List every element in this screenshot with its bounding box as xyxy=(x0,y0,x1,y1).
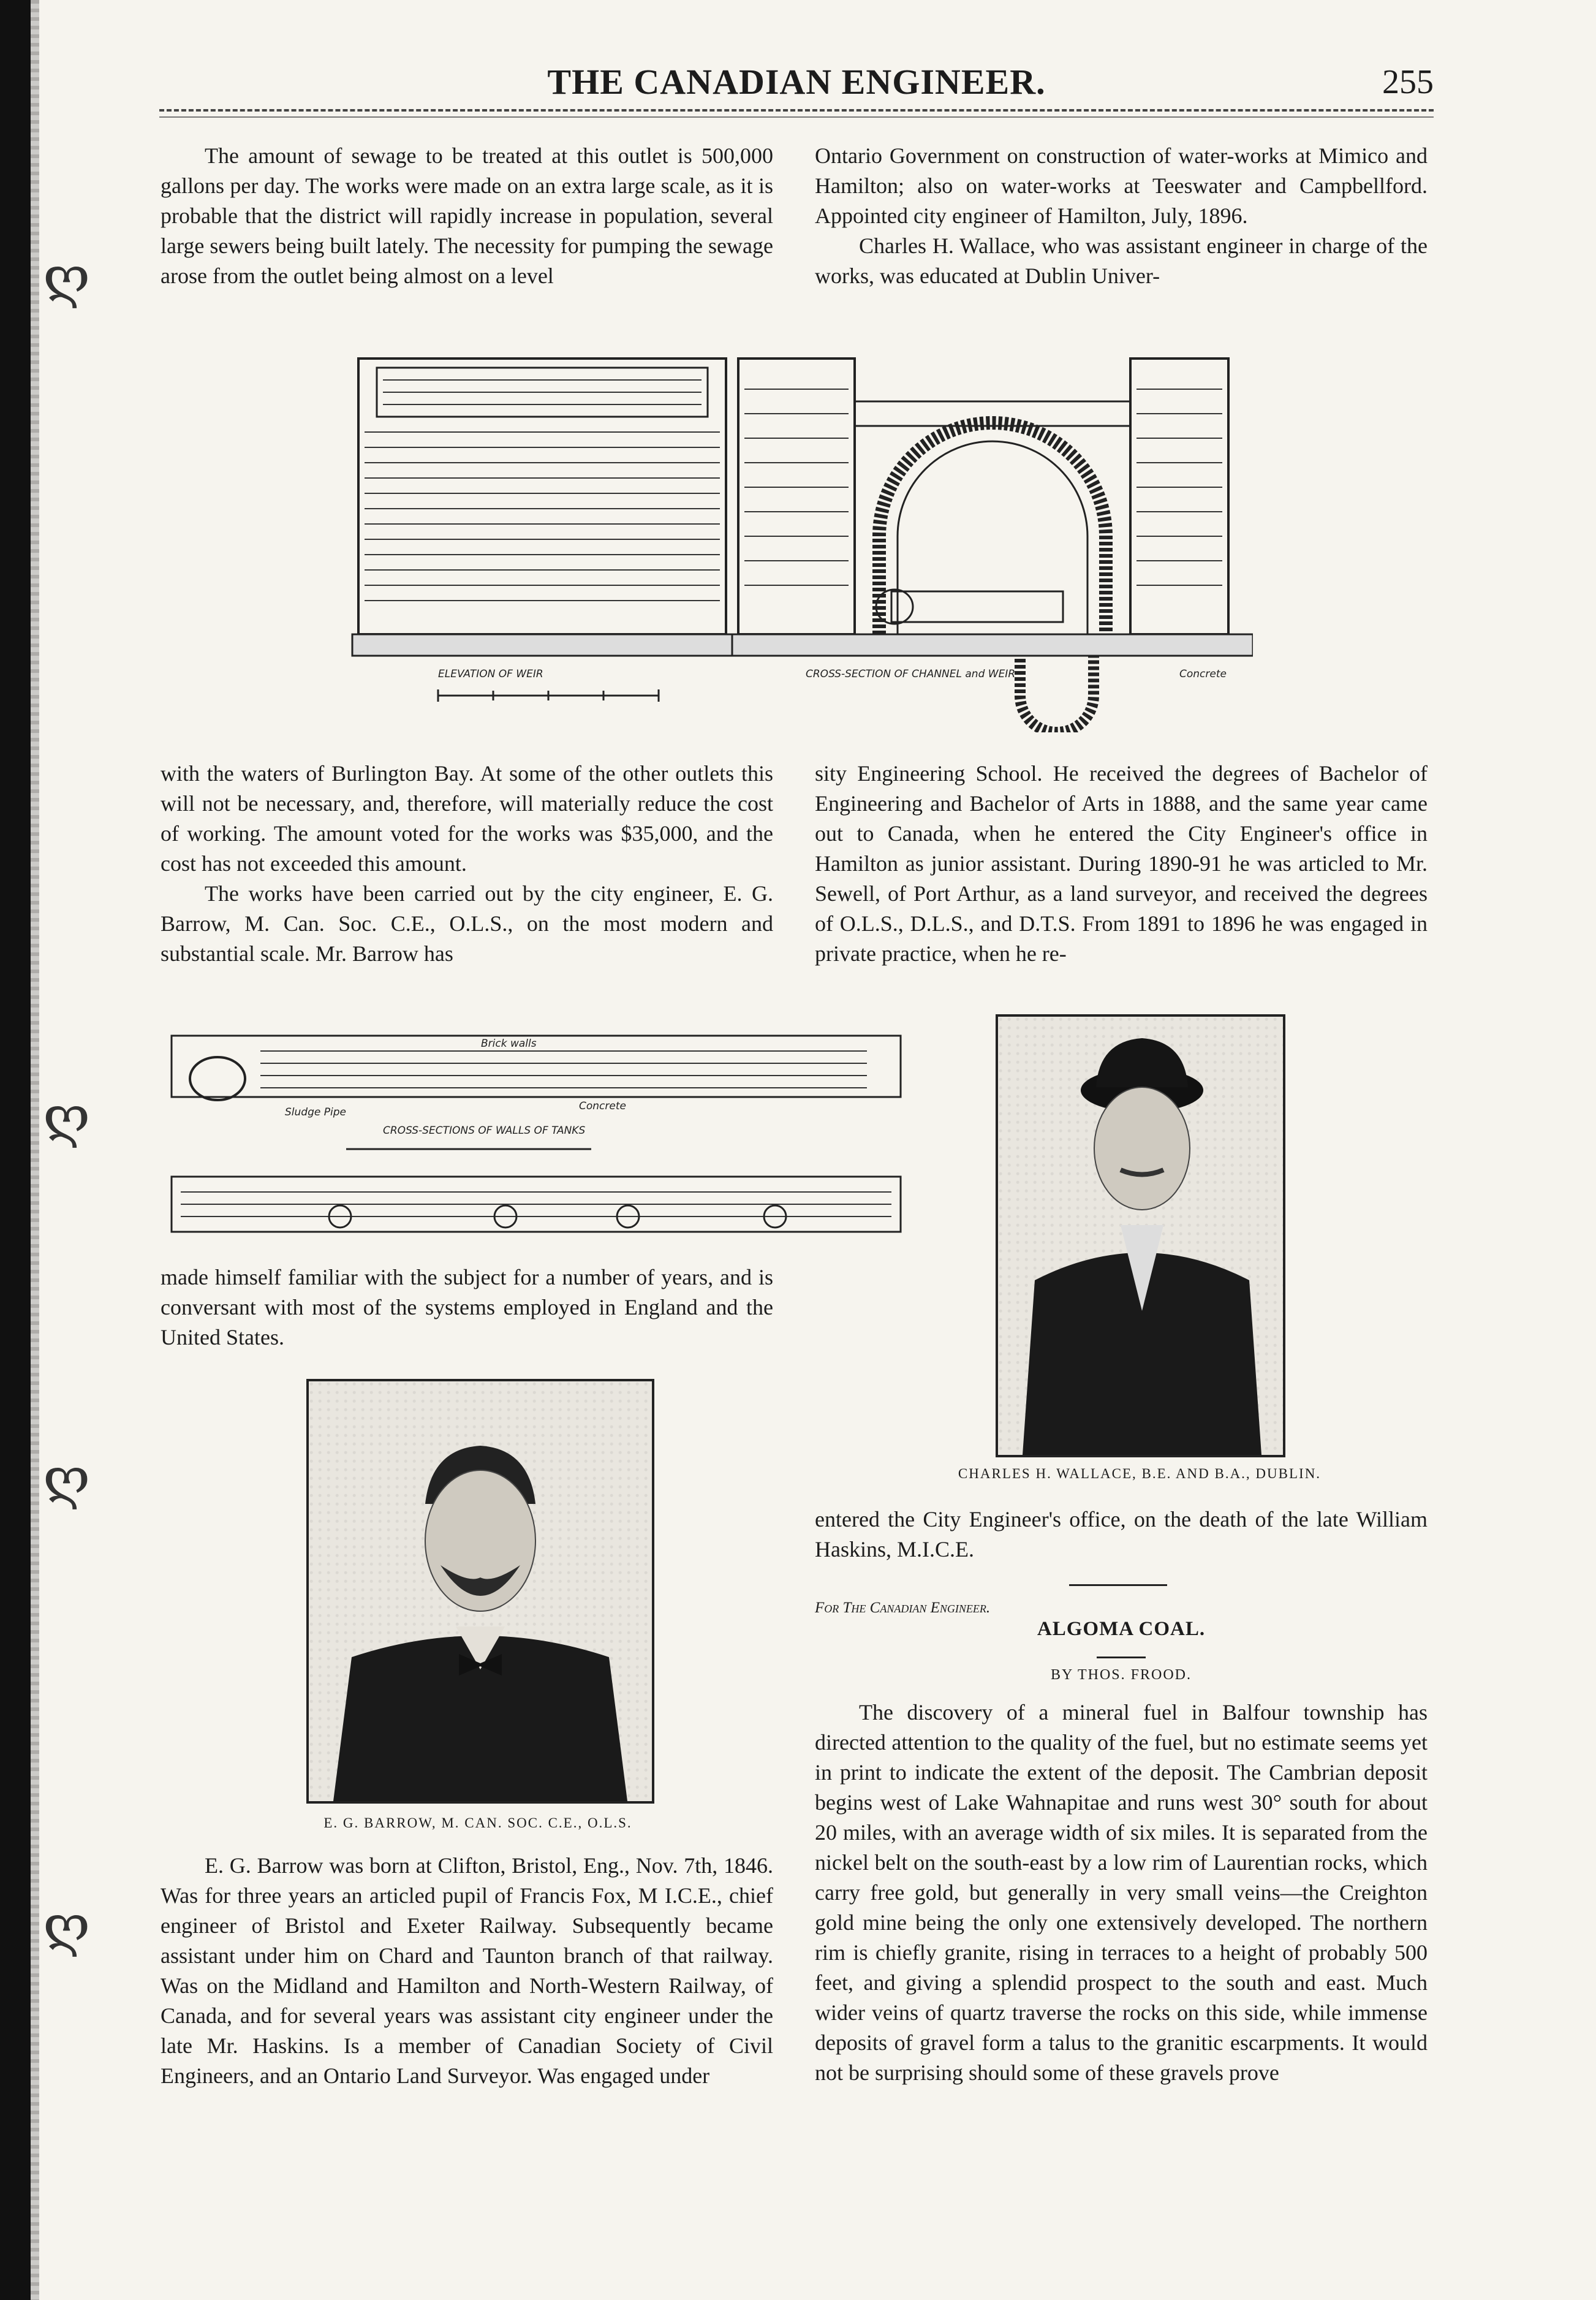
paragraph: Charles H. Wallace, who was assistant engineer in charge of the works, was educated at Dublin Univer- xyxy=(815,233,1428,288)
sections-label: CROSS-SECTIONS OF WALLS OF TANKS xyxy=(383,1125,586,1137)
weir-drawing-svg xyxy=(340,352,1253,732)
paragraph: with the waters of Burlington Bay. At some of the other outlets this will not be necessary, and, therefore, will materially reduce the cost of working. The amount voted for the works was $35,000, and the cost has not exceeded this amount. xyxy=(161,761,773,876)
binding-shadow xyxy=(31,0,39,2300)
binding-clip-mark: ღ xyxy=(43,1085,91,1149)
weir-elevation-outline xyxy=(358,359,726,634)
masthead-rule xyxy=(159,109,1434,112)
paragraph: The works have been carried out by the city engineer, E. G. Barrow, M. Can. Soc. C.E., O.L.S., on the most modern and substantial scale. Mr. Barrow has xyxy=(161,881,773,966)
page-number: 255 xyxy=(1382,63,1434,101)
left-column-lower xyxy=(161,1262,773,1353)
left-column-bottom xyxy=(161,1851,773,2091)
paragraph: entered the City Engineer's office, on the death of the late William Haskins, M.I.C.E. xyxy=(815,1507,1428,1562)
title-divider xyxy=(1097,1657,1146,1658)
paragraph: The discovery of a mineral fuel in Balfour township has directed attention to the quality of the fuel, but no estimate seems yet in print to indicate the extent of the deposit. The Cambrian deposit begins west of Lake Wahnapitae and runs west 30° south for about 20 miles, with an average width of six miles. It is separated from the nickel belt on the south-east by a low rim of Laurentian rocks, which carry free gold, but generally in very small veins—the Creighton gold mine being the only one extensively developed. The northern rim is chiefly granite, rising in terraces to a height of probably 500 feet, and giving a splendid prospect to the south and east. Much wider veins of quartz traverse the rocks on this side, while immense deposits of gravel form a talus to the granitic escarpments. It would not be surprising should some of these gravels prove xyxy=(815,1700,1428,2085)
right-column-middle xyxy=(815,759,1428,969)
left-column-top xyxy=(161,141,773,291)
elevation-footing xyxy=(352,634,732,656)
right-column-lower xyxy=(815,1505,1428,1565)
section-divider xyxy=(1069,1584,1167,1586)
paragraph: made himself familiar with the subject for a number of years, and is conversant with most of the systems employed in England and the United States. xyxy=(161,1265,773,1349)
byline-for: For The Canadian Engineer. xyxy=(815,1600,991,1616)
barrow-portrait-svg xyxy=(309,1381,652,1801)
sludge-pipe xyxy=(891,591,1063,622)
sludge-pipe-label: Sludge Pipe xyxy=(285,1106,346,1118)
barrow-caption: E. G. BARROW, M. CAN. SOC. C.E., O.L.S. xyxy=(323,1815,632,1831)
wallace-portrait xyxy=(996,1014,1285,1457)
paragraph: The amount of sewage to be treated at this outlet is 500,000 gallons per day. The works were made on an extra large scale, as it is probable that the district will rapidly increase in population, several large sewers being built lately. The necessity for pumping the sewage arose from the outlet being almost on a level xyxy=(161,143,773,288)
brick-walls-label: Brick walls xyxy=(481,1038,537,1050)
barrow-portrait xyxy=(306,1379,654,1804)
elevation-hatching xyxy=(365,380,720,601)
masthead xyxy=(159,61,1434,110)
paragraph: E. G. Barrow was born at Clifton, Bristol, Eng., Nov. 7th, 1846. Was for three years an articled pupil of Francis Fox, M I.C.E., chief engineer of Bristol and Exeter Railway. Subsequently became assistant under him on Chard and Taunton branch of that railway. Was on the Midland and Hamilton and North-Western Railway, of Canada, and for several years was assistant city engineer under the late Mr. Haskins. Is a member of Canadian Society of Civil Engineers, and an Ontario Land Surveyor. Was engaged under xyxy=(161,1853,773,2088)
channel-left-wall xyxy=(738,359,855,634)
article-title: ALGOMA COAL. xyxy=(1037,1618,1206,1640)
arch-inner-line xyxy=(898,441,1087,634)
page-binding-edge xyxy=(0,0,31,2300)
weir-drawing xyxy=(340,352,1253,732)
bowler-hat-crown xyxy=(1096,1038,1188,1087)
concrete-label: Concrete xyxy=(1179,668,1227,680)
concrete-label: Concrete xyxy=(579,1100,626,1112)
wall-hatching xyxy=(744,389,1222,585)
elevation-label: ELEVATION OF WEIR xyxy=(438,668,543,680)
sludge-pipe-section xyxy=(190,1057,245,1100)
right-column-top xyxy=(815,141,1428,291)
face xyxy=(1094,1087,1190,1210)
left-column-middle xyxy=(161,759,773,969)
paragraph: sity Engineering School. He received the degrees of Bachelor of Engineering and Bachelor of Arts in 1888, and the same year came out to Canada, when he entered the City Engineer's office in Hamilton as junior assistant. During 1890-91 he was articled to Mr. Sewell, of Port Arthur, as a land surveyor, and received the degrees of O.L.S., D.L.S., and D.T.S. From 1891 to 1896 he was engaged in private practice, when he re- xyxy=(815,761,1428,966)
right-column-bottom xyxy=(815,1698,1428,2088)
cross-section-footing xyxy=(732,634,1253,656)
tank-sections-drawing xyxy=(162,1011,910,1256)
channel-right-wall xyxy=(1130,359,1228,634)
binding-clip-mark: ღ xyxy=(43,245,91,309)
paragraph: Ontario Government on construction of water-works at Mimico and Hamilton; also on water-works at Teeswater and Campbellford. Appointed city engineer of Hamilton, July, 1896. xyxy=(815,143,1428,228)
wallace-caption: CHARLES H. WALLACE, B.E. AND B.A., DUBLIN. xyxy=(958,1466,1322,1481)
masthead-rule xyxy=(159,116,1434,118)
tank-sections-svg xyxy=(162,1011,910,1256)
article-author: BY THOS. FROOD. xyxy=(1050,1667,1192,1683)
binding-clip-mark: ღ xyxy=(43,1894,91,1958)
journal-title: THE CANADIAN ENGINEER. xyxy=(547,62,1046,102)
binding-clip-mark: ღ xyxy=(43,1446,91,1511)
wallace-portrait-svg xyxy=(998,1017,1283,1455)
upper-hatching xyxy=(260,1051,867,1088)
cross-section-label: CROSS-SECTION OF CHANNEL and WEIR xyxy=(806,668,1016,680)
